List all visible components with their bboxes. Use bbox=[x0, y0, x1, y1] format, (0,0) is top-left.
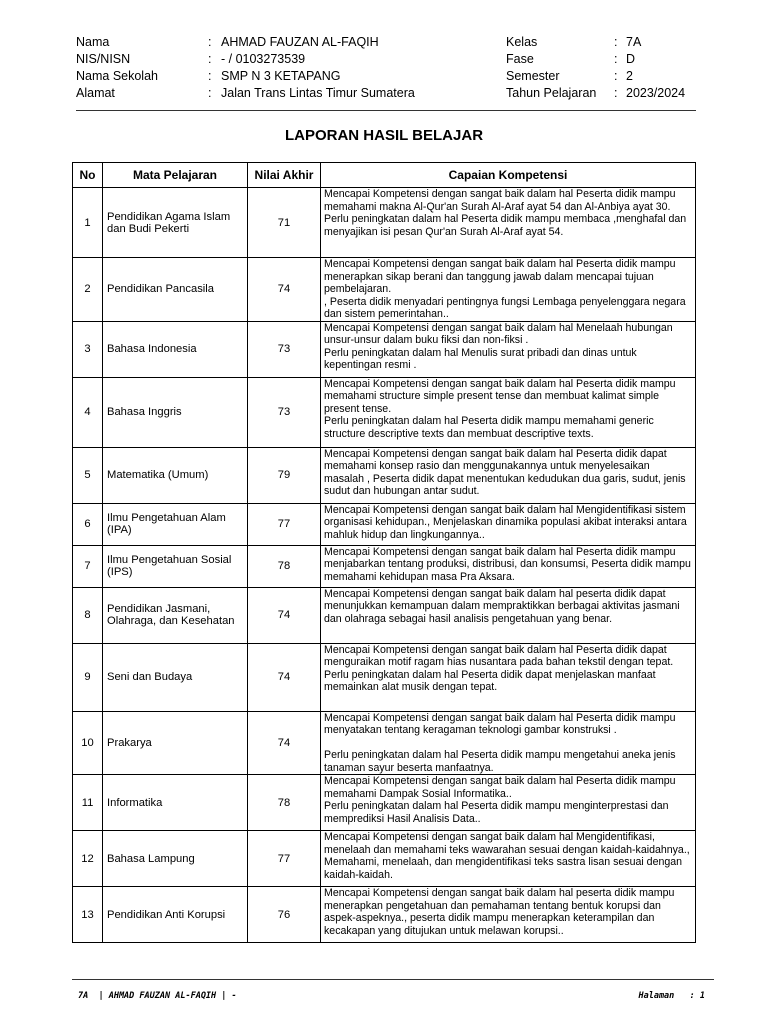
final-score: 74 bbox=[248, 711, 321, 775]
row-number: 12 bbox=[73, 831, 103, 887]
row-number: 11 bbox=[73, 775, 103, 831]
competency-description: Mencapai Kompetensi dengan sangat baik dalam hal Peserta didik mampu memahami makna Al-Qur'an Surah Al-Araf ayat 54 dan Al-Anbiya ayat 30. Perlu peningkatan dalam hal Peserta didik mampu membaca ,menghafal dan menyajikan isi pesan Qur'an Surah Al-Araf ayat 54. bbox=[321, 188, 696, 258]
row-number: 5 bbox=[73, 447, 103, 503]
info-colon: : bbox=[614, 35, 618, 49]
subject-name: Ilmu Pengetahuan Alam (IPA) bbox=[103, 503, 248, 545]
footer-left: 7A | AHMAD FAUZAN AL-FAQIH | - bbox=[78, 991, 237, 1001]
info-colon: : bbox=[208, 86, 212, 100]
table-row bbox=[73, 321, 696, 377]
final-score: 77 bbox=[248, 831, 321, 887]
header-score: Nilai Akhir bbox=[248, 163, 321, 188]
row-number: 3 bbox=[73, 321, 103, 377]
table-row bbox=[73, 545, 696, 587]
subject-name: Pendidikan Anti Korupsi bbox=[103, 887, 248, 943]
address: Jalan Trans Lintas Timur Sumatera bbox=[221, 86, 415, 100]
header-subject: Mata Pelajaran bbox=[103, 163, 248, 188]
subject-name: Prakarya bbox=[103, 711, 248, 775]
final-score: 77 bbox=[248, 503, 321, 545]
final-score: 71 bbox=[248, 188, 321, 258]
row-number: 8 bbox=[73, 587, 103, 643]
page-title: LAPORAN HASIL BELAJAR bbox=[284, 127, 484, 144]
row-number: 13 bbox=[73, 887, 103, 943]
subject-name: Matematika (Umum) bbox=[103, 447, 248, 503]
final-score: 73 bbox=[248, 377, 321, 447]
info-label: Fase bbox=[506, 52, 534, 66]
final-score: 74 bbox=[248, 643, 321, 711]
row-number: 9 bbox=[73, 643, 103, 711]
row-number: 1 bbox=[73, 188, 103, 258]
info-label: Kelas bbox=[506, 35, 538, 49]
competency-description: Mencapai Kompetensi dengan sangat baik dalam hal Peserta didik mampu menyatakan tentang keragaman teknologi gambar konstruksi . Perlu peningkatan dalam hal Peserta didik mampu mengetahui aneka jenis tanaman sayur beserta manfaatnya. bbox=[321, 711, 696, 775]
phase-value: D bbox=[626, 52, 636, 66]
competency-description: Mencapai Kompetensi dengan sangat baik dalam hal Peserta didik dapat memahami konsep rasio dan menggunakannya untuk menyelesaikan masalah , Peserta didik dapat menentukan kedudukan dua garis, sudut, jenis sudut dan hubungan antar sudut. bbox=[321, 447, 696, 503]
subject-name: Pendidikan Jasmani, Olahraga, dan Kesehatan bbox=[103, 587, 248, 643]
competency-description: Mencapai Kompetensi dengan sangat baik dalam hal Peserta didik mampu memahami structure simple present tense dan membuat kalimat simple present tense. Perlu peningkatan dalam hal Peserta didik mampu memahami generic structure descriptive texts dan membuat descriptive texts. bbox=[321, 377, 696, 447]
info-label: Alamat bbox=[76, 86, 115, 100]
final-score: 73 bbox=[248, 321, 321, 377]
semester-value: 2 bbox=[626, 69, 633, 83]
competency-description: Mencapai Kompetensi dengan sangat baik dalam hal Peserta didik mampu menjabarkan tentang produksi, distribusi, dan konsumsi, Peserta didik mampu memahami kehidupan masa Pra Aksara. bbox=[321, 545, 696, 587]
table-row bbox=[73, 503, 696, 545]
table-row bbox=[73, 447, 696, 503]
class-value: 7A bbox=[626, 35, 642, 49]
row-number: 10 bbox=[73, 711, 103, 775]
competency-description: Mencapai Kompetensi dengan sangat baik dalam hal Peserta didik mampu memahami Dampak Sosial Informatika.. Perlu peningkatan dalam hal Peserta didik mampu menginterprestasi dan memprediksi Hasil Analisis Data.. bbox=[321, 775, 696, 831]
info-label: Nama Sekolah bbox=[76, 69, 158, 83]
table-row bbox=[73, 831, 696, 887]
footer-divider bbox=[72, 979, 714, 980]
grades-table bbox=[72, 162, 696, 943]
subject-name: Pendidikan Pancasila bbox=[103, 258, 248, 322]
info-label: Tahun Pelajaran bbox=[506, 86, 597, 100]
subject-name: Bahasa Indonesia bbox=[103, 321, 248, 377]
table-row bbox=[73, 188, 696, 258]
final-score: 79 bbox=[248, 447, 321, 503]
info-colon: : bbox=[614, 69, 618, 83]
final-score: 78 bbox=[248, 775, 321, 831]
competency-description: Mencapai Kompetensi dengan sangat baik dalam hal Mengidentifikasi sistem organisasi kehidupan., Menjelaskan dinamika populasi akibat interaksi antara mahluk hidup dan lingkungannya.. bbox=[321, 503, 696, 545]
info-label: Nama bbox=[76, 35, 110, 49]
row-number: 7 bbox=[73, 545, 103, 587]
footer-page: Halaman : 1 bbox=[638, 991, 705, 1001]
final-score: 74 bbox=[248, 258, 321, 322]
table-row bbox=[73, 258, 696, 322]
info-colon: : bbox=[208, 35, 212, 49]
header-no: No bbox=[73, 163, 103, 188]
school-name: SMP N 3 KETAPANG bbox=[221, 69, 341, 83]
subject-name: Pendidikan Agama Islam dan Budi Pekerti bbox=[103, 188, 248, 258]
table-row bbox=[73, 643, 696, 711]
student-name: AHMAD FAUZAN AL-FAQIH bbox=[221, 35, 379, 49]
subject-name: Informatika bbox=[103, 775, 248, 831]
final-score: 78 bbox=[248, 545, 321, 587]
table-row bbox=[73, 887, 696, 943]
table-header-row bbox=[73, 163, 696, 188]
competency-description: Mencapai Kompetensi dengan sangat baik dalam hal Peserta didik dapat menguraikan motif ragam hias nusantara pada bahan tekstil dengan tepat. Perlu peningkatan dalam hal Peserta didik dapat menjelaskan manfaat memainkan alat musik dengan tepat. bbox=[321, 643, 696, 711]
row-number: 2 bbox=[73, 258, 103, 322]
subject-name: Seni dan Budaya bbox=[103, 643, 248, 711]
subject-name: Bahasa Inggris bbox=[103, 377, 248, 447]
header-competency: Capaian Kompetensi bbox=[321, 163, 696, 188]
grades-table-body bbox=[73, 188, 696, 943]
table-row bbox=[73, 587, 696, 643]
table-row bbox=[73, 377, 696, 447]
final-score: 74 bbox=[248, 587, 321, 643]
student-nisn: - / 0103273539 bbox=[221, 52, 306, 66]
competency-description: Mencapai Kompetensi dengan sangat baik dalam hal Peserta didik mampu menerapkan sikap berani dan tanggung jawab dalam mencapai tujuan pembelajaran. , Peserta didik menyadari pentingnya fungsi Lembaga penyelenggara negara dan sistem pemerintahan.. bbox=[321, 258, 696, 322]
table-row bbox=[73, 775, 696, 831]
info-colon: : bbox=[614, 52, 618, 66]
info-label: Semester bbox=[506, 69, 560, 83]
info-colon: : bbox=[614, 86, 618, 100]
subject-name: Bahasa Lampung bbox=[103, 831, 248, 887]
row-number: 6 bbox=[73, 503, 103, 545]
info-colon: : bbox=[208, 52, 212, 66]
info-label: NIS/NISN bbox=[76, 52, 131, 66]
header-divider bbox=[76, 110, 696, 111]
competency-description: Mencapai Kompetensi dengan sangat baik dalam hal Menelaah hubungan unsur-unsur dalam buku fiksi dan non-fiksi . Perlu peningkatan dalam hal Menulis surat pribadi dan dinas untuk kepentingan resmi . bbox=[321, 321, 696, 377]
competency-description: Mencapai Kompetensi dengan sangat baik dalam hal peserta didik mampu menerapkan pengetahuan dan pemahaman tentang bentuk korupsi dan aspek-aspeknya., peserta didik mampu menerapkan keterampilan dan kecakapan yang ditujukan untuk melawan korupsi.. bbox=[321, 887, 696, 943]
final-score: 76 bbox=[248, 887, 321, 943]
academic-year-value: 2023/2024 bbox=[626, 86, 686, 100]
table-row bbox=[73, 711, 696, 775]
competency-description: Mencapai Kompetensi dengan sangat baik dalam hal Mengidentifikasi, menelaah dan memahami teks wawarahan sesuai dengan kaidah-kaidahnya., Memahami, menelaah, dan mengidentifikasi teks sastra lisan sesuai dengan kaidah-kaidah. bbox=[321, 831, 696, 887]
subject-name: Ilmu Pengetahuan Sosial (IPS) bbox=[103, 545, 248, 587]
row-number: 4 bbox=[73, 377, 103, 447]
competency-description: Mencapai Kompetensi dengan sangat baik dalam hal peserta didik dapat menunjukkan kemampuan dalam mempraktikkan berbagai aktivitas jasmani dan olahraga sebagai hasil analisis pengetahuan yang benar. bbox=[321, 587, 696, 643]
info-colon: : bbox=[208, 69, 212, 83]
